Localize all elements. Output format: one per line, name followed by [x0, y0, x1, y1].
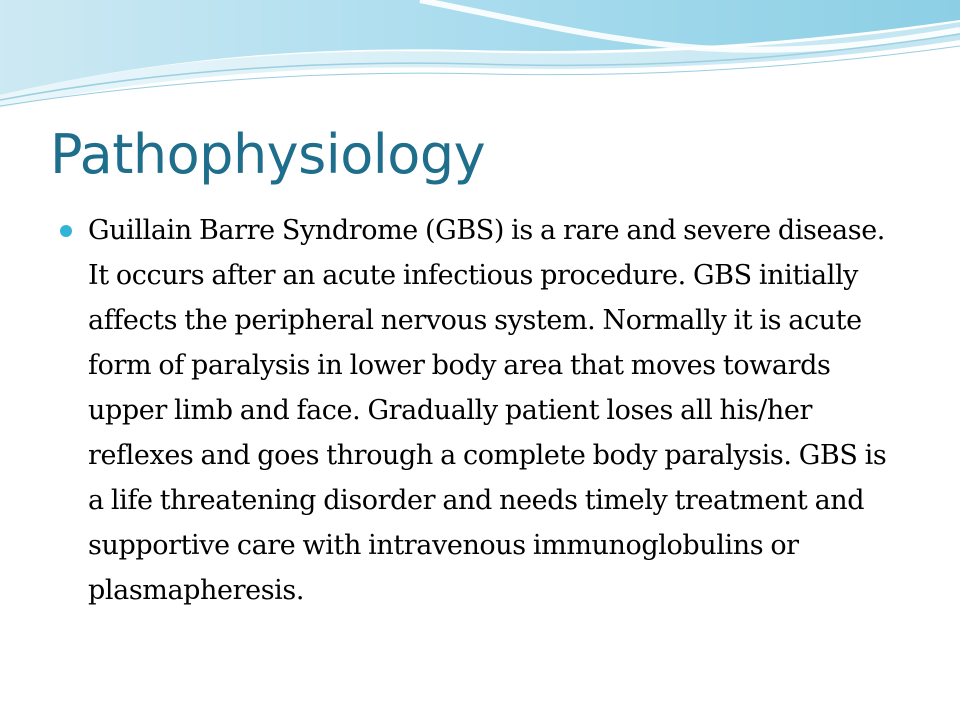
bullet-text: Guillain Barre Syndrome (GBS) is a rare and severe disease. It occurs after an acute infectious procedure. GBS initially affects the peripheral nervous system. Normally it is acute form of paralysis in lower body area that moves towards upper limb and face. Gradually patient loses all his/her reflexes and goes through a complete body paralysis. GBS is a life threatening disorder and needs timely treatment and supportive care with intravenous immunoglobulins or plasmapheresis.: [88, 215, 887, 606]
slide-title: Pathophysiology: [50, 123, 486, 186]
decorative-wave-header: [0, 0, 960, 130]
bullet-icon: [60, 225, 72, 237]
bullet-list: [60, 208, 900, 613]
list-item: [60, 208, 900, 613]
